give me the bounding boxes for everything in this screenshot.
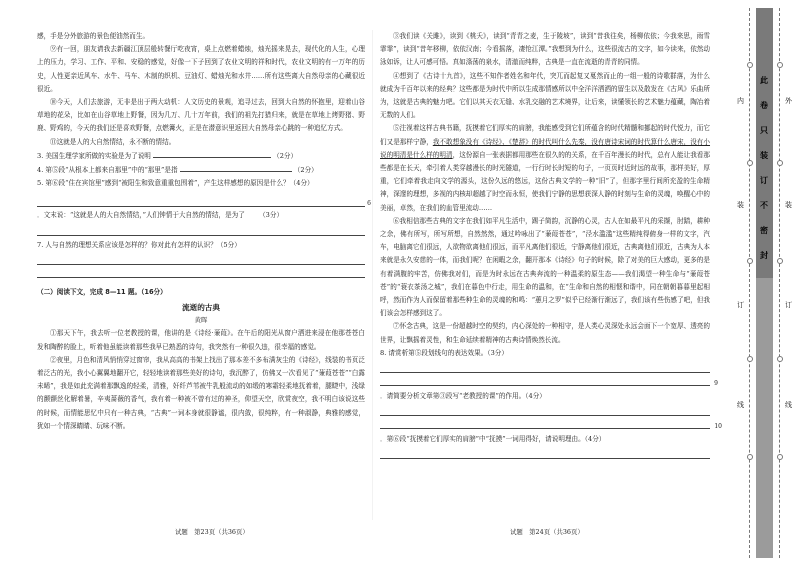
question-9-number: 9 — [714, 380, 718, 388]
footer-page-left: 试题 第23页（共36页） — [175, 528, 249, 536]
question-9-answer-line-2[interactable] — [380, 416, 722, 431]
essay-title: 流逝的古典 — [182, 303, 220, 313]
question-6-number: 6 — [367, 200, 371, 208]
binding-margin — [733, 0, 800, 566]
binding-strip-top — [756, 8, 773, 278]
question-5: 5. 第⑥段“住在宾馆里”感到“被阳生和致意重重包围着”，产生这样感想的原因是什么？（4分） — [37, 179, 314, 188]
inner-label-char: 装 — [737, 201, 744, 209]
warning-char: 装 — [760, 151, 768, 160]
question-10-number: 10 — [714, 423, 722, 431]
question-9-answer-line-1[interactable] — [380, 403, 710, 416]
question-7-answer-line-2[interactable] — [37, 265, 365, 278]
question-4-answer-blank[interactable] — [180, 163, 292, 172]
paragraph-continuation: 感，手是分外旅游的景色便油然而生。 — [37, 32, 150, 40]
essay-paragraph-7: ⑦怀念古典，这是一份超越时空的契约，内心深处的一种相守，是人类心灵深处永远会面下一个宽厚、透亮的世界，让飘摇着灵性，和生命延续着精神的古典诗情焕然长流。 — [380, 322, 710, 344]
essay-paragraph-1: ①那天下午，我去听一位老教授的课，他讲的是《诗经·蒹葭》。在午后的阳光从窗户洒进来浸在他那苍苍白发和陶醉的脸上，听着他虽能读着那些我早已熟悉的诗句，我突然有一种很久违，很幸福的感觉。 — [37, 329, 365, 351]
column-divider — [372, 30, 373, 520]
essay-author: 黄晖 — [194, 316, 208, 325]
essay-paragraph-4: ④想到了《古诗十九首》，这些不知作者姓名和年代，突兀而起复又戛然而止的一组一般的诗歌群落，为什么就成为千百年以来的经典？这些都是为时代中所以生成那情感所以中全洋洋洒洒的留生以及散发在《古风》乐曲所为，这就是古典的魅力吧。它们以其天衣无缝、水乳交融的艺术境界，让后来，读懂领长的艺术魅力蕴藏，陶冶着无数的人们。 — [380, 71, 710, 120]
paragraph-6-body: ⑥我相信那些古典的文字在我们如平凡生活中，踢子简韵，沉静的心灵，古人在如最平凡的采撷，肘踏，耕种之余，佛有所写，所写所想，自然然然，通过吟咏出了“蒹葭苍苍”，“泾水滥滥”这些精纯得俯身一样的文字，汽车，电脑离它们很远，人欲物欲离他们很远，而平凡离他们很近，宁静离他们很近，古典离他们很近，古典为人本来就是永久安慈的一体，而我们呢？在闲暇之余，翻开那本《诗经》句子的时候，除了对美的巨大感动，更多的是有着满腹的牢苦，仿佛我对们，而是为时永远在古典奔流的一种温柔的原生态——我们渴望一种生命与“蒹葭苍苍”的“蓑衣茶汤之城”，我们在暮色中行走，用生命的温和，在“生命和自然的相惬和谐中，同在朝朝暮暮里起相呼，然而作为人而保留着那些种生命的灵魂的和鸣： — [380, 216, 710, 305]
outer-seal-line — [779, 8, 780, 558]
question-6 — [37, 209, 365, 222]
essay-paragraph-6 — [380, 215, 710, 321]
binding-dot — [777, 356, 783, 362]
warning-char: 卷 — [760, 101, 768, 110]
question-4-text: 4. 第⑤段“从根本上都来自那里”中的“那里”是指 — [37, 166, 178, 175]
question-4-score: （2分） — [293, 166, 318, 175]
paragraph-11: ⑪这就是人的大自然情结，永不断的情结。 — [50, 137, 176, 146]
question-8: 8. 请赏析第⑤段划线句的表达效果。（3分） — [380, 348, 508, 357]
question-3-answer-blank[interactable] — [153, 149, 271, 158]
question-3 — [37, 149, 365, 163]
question-10: ．第⑥段“抚摸着它们厚实的肩膀”中“抚摸”一词用得好，请说明理由。（4分） — [380, 435, 606, 444]
inner-label-char: 内 — [737, 97, 744, 105]
essay-paragraph-5 — [380, 122, 710, 214]
binding-dot — [747, 454, 753, 460]
outer-label-char: 订 — [785, 301, 792, 309]
outer-label-char: 装 — [785, 201, 792, 209]
warning-char: 密 — [760, 226, 768, 235]
question-6-text: ．文末说：“这就是人的大自然情结，”人们钟情于大自然的情结，是为了 — [37, 211, 245, 220]
question-6-answer-line[interactable] — [37, 223, 365, 236]
section-2-heading: （二）阅读下文，完成 8—11 题。（16分） — [37, 287, 167, 296]
paragraph-10: ⑩今天，人们去旅游，无非是出于两大动机：人文历史的景观，追寻过去，回到大自然的怀抱里，迎着山谷草地的花朵，比如在山谷草地上野餐，因为几万、几十万年前，我们的祖先打猎归来，就是在草地上烤野猪、野鹿、野鸡的，今天的我们还是喜欢野餐，点燃篝火，正是在潜意识里返回大自然母亲心跳的一种追忆方式。 — [37, 98, 365, 133]
inner-seal-line — [749, 8, 750, 558]
paragraph-5-rest: ，这份源自一张表据都用那些在很久的的关系，在千百年漫长的时代，总有人能让我看那些都是在长天，牵引着人类穿越漫长的时光隧道，一行行时长时短的句子，一页页时近时远的故事，那样美好，厚重，它们牵着我走向文学的源头，这份久远的悠远，这份古典文学的一种“旧”了，但那字里行间所充盈的生命精神，深邃的理想，多视的内核却超越了时空而永恒，使我们宁静的思想获深人静的时刻与生命的灵魂，唤醒心中的美丽，卓然，在我们的血管里流动…… — [380, 150, 711, 212]
inner-label-char: 订 — [737, 301, 744, 309]
binding-dot — [777, 160, 783, 166]
paragraph-5-intro: ⑤注视着这样古典书籍，抚摸着它们厚实的肩膀，我能感受到它们所蕴含的时代精髓和挪起的时代悦力，而它们又是那样宁静， — [380, 124, 710, 146]
question-9: ．请简要分析文章第③段写“老教授的课”的作用。（4分） — [380, 392, 546, 401]
paragraph-9: ⑨有一回，朋友请我去新疆江顶层般转餐厅吃夜宵，桌上点燃着蜡烛，烛光摇来晃去，现代化的人生，心理上的压力，学习、工作、平和、安稳的感觉，好像一下子回到了农业文明的祥和时代，农业文明的有一万年的历史，人性更亲近风车、水牛、马车、木制的织机、豆油灯、蜡烛光和水井……所有这些离大自然母亲的心藏很近很近。 — [37, 45, 365, 93]
binding-dot — [747, 258, 753, 264]
inner-label-char: 线 — [737, 401, 744, 409]
warning-char: 订 — [760, 176, 768, 185]
left-page-column — [37, 30, 371, 433]
question-7: 7. 人与自然的理想关系应该是怎样的？你对此有怎样的认识？（5分） — [37, 240, 241, 249]
question-8-answer-line-2[interactable] — [380, 373, 718, 388]
paragraph-5-underlined-sentence: 我不敢想象没有《诗经》、《楚辞》的时代叫什么先秦，没有唐诗宋词的时代算什么唐宋，没有小说的明清是什么样的明清 — [380, 137, 711, 159]
right-page-column — [380, 30, 722, 459]
question-10-answer-line-1[interactable] — [380, 446, 710, 459]
binding-dot — [777, 62, 783, 68]
essay-paragraph-2: ②夜里，月色和清风悄悄穿过窗帘，我从高高的书架上找出了那本差不多布满灰尘的《诗经》，线装的书页泛着泛古的光，我小心翼翼地翻开它，轻轻地读着那些美好的诗句，我沉醉了，仿佛又一次看见了“蒹葭苍苍”“白露未晞”，我是如此充满着那飘逸的轻柔，清雅，奸纤芦苇被牛乳般流动的如缎的寒霜轻柔地抚着着，腿睫中，浅绿的颤颤丝化解着暑，辛夷蔷薇的香气，我有着一种被不曾有过的神圣，仰望天空，欣赏夜空，我不明白该说这些的时候，而情能思忆中只有一种古典，“古典”一词本身就很静谧，很内敛，很纯粹，有一种淑静，典雅的感觉，犹如一个情深睛睛、玩味不断。 — [37, 355, 365, 430]
binding-dot — [777, 454, 783, 460]
essay-paragraph-3: ③我们读《关雎》，读到《桃夭》，读到“青青之麦，生于陵坡”，读到“昔我往矣，杨柳依依；今我来思，雨雪霏霏”，读到“昔年移柳，依依汉南；今看摇落，凄怆江潭。”我想到为什么，这些很流古的文字，如今读来，依然动泳如诉，让人可感可悟。真如涤荡的泉水，清澈而纯粹，古典是一直在流逝的青青的同情。 — [380, 32, 710, 67]
binding-dot — [777, 258, 783, 264]
question-5-answer-line[interactable] — [37, 194, 371, 208]
question-3-score: （2分） — [273, 151, 298, 160]
warning-char: 此 — [760, 76, 768, 85]
outer-label-char: 外 — [785, 97, 792, 105]
footer-page-right: 试题 第24页（共36页） — [510, 528, 584, 536]
question-3-text: 3. 美国生理学家所做的实验是为了说明 — [37, 151, 151, 160]
question-8-answer-line-1[interactable] — [380, 360, 710, 373]
outer-label-char: 线 — [785, 401, 792, 409]
question-4 — [37, 163, 365, 177]
warning-char: 封 — [760, 251, 768, 260]
warning-char: 不 — [760, 201, 768, 210]
paragraph-6-end: “蕙月之罗”似乎已经渐行渐远了，我们该有些伤感了吧，但我们该会怎样感到这了。 — [380, 296, 710, 318]
question-6-score: （3分） — [259, 211, 284, 220]
binding-dot — [747, 160, 753, 166]
question-7-answer-line-1[interactable] — [37, 252, 365, 265]
binding-dot — [747, 356, 753, 362]
binding-dot — [747, 62, 753, 68]
warning-char: 只 — [760, 126, 768, 135]
